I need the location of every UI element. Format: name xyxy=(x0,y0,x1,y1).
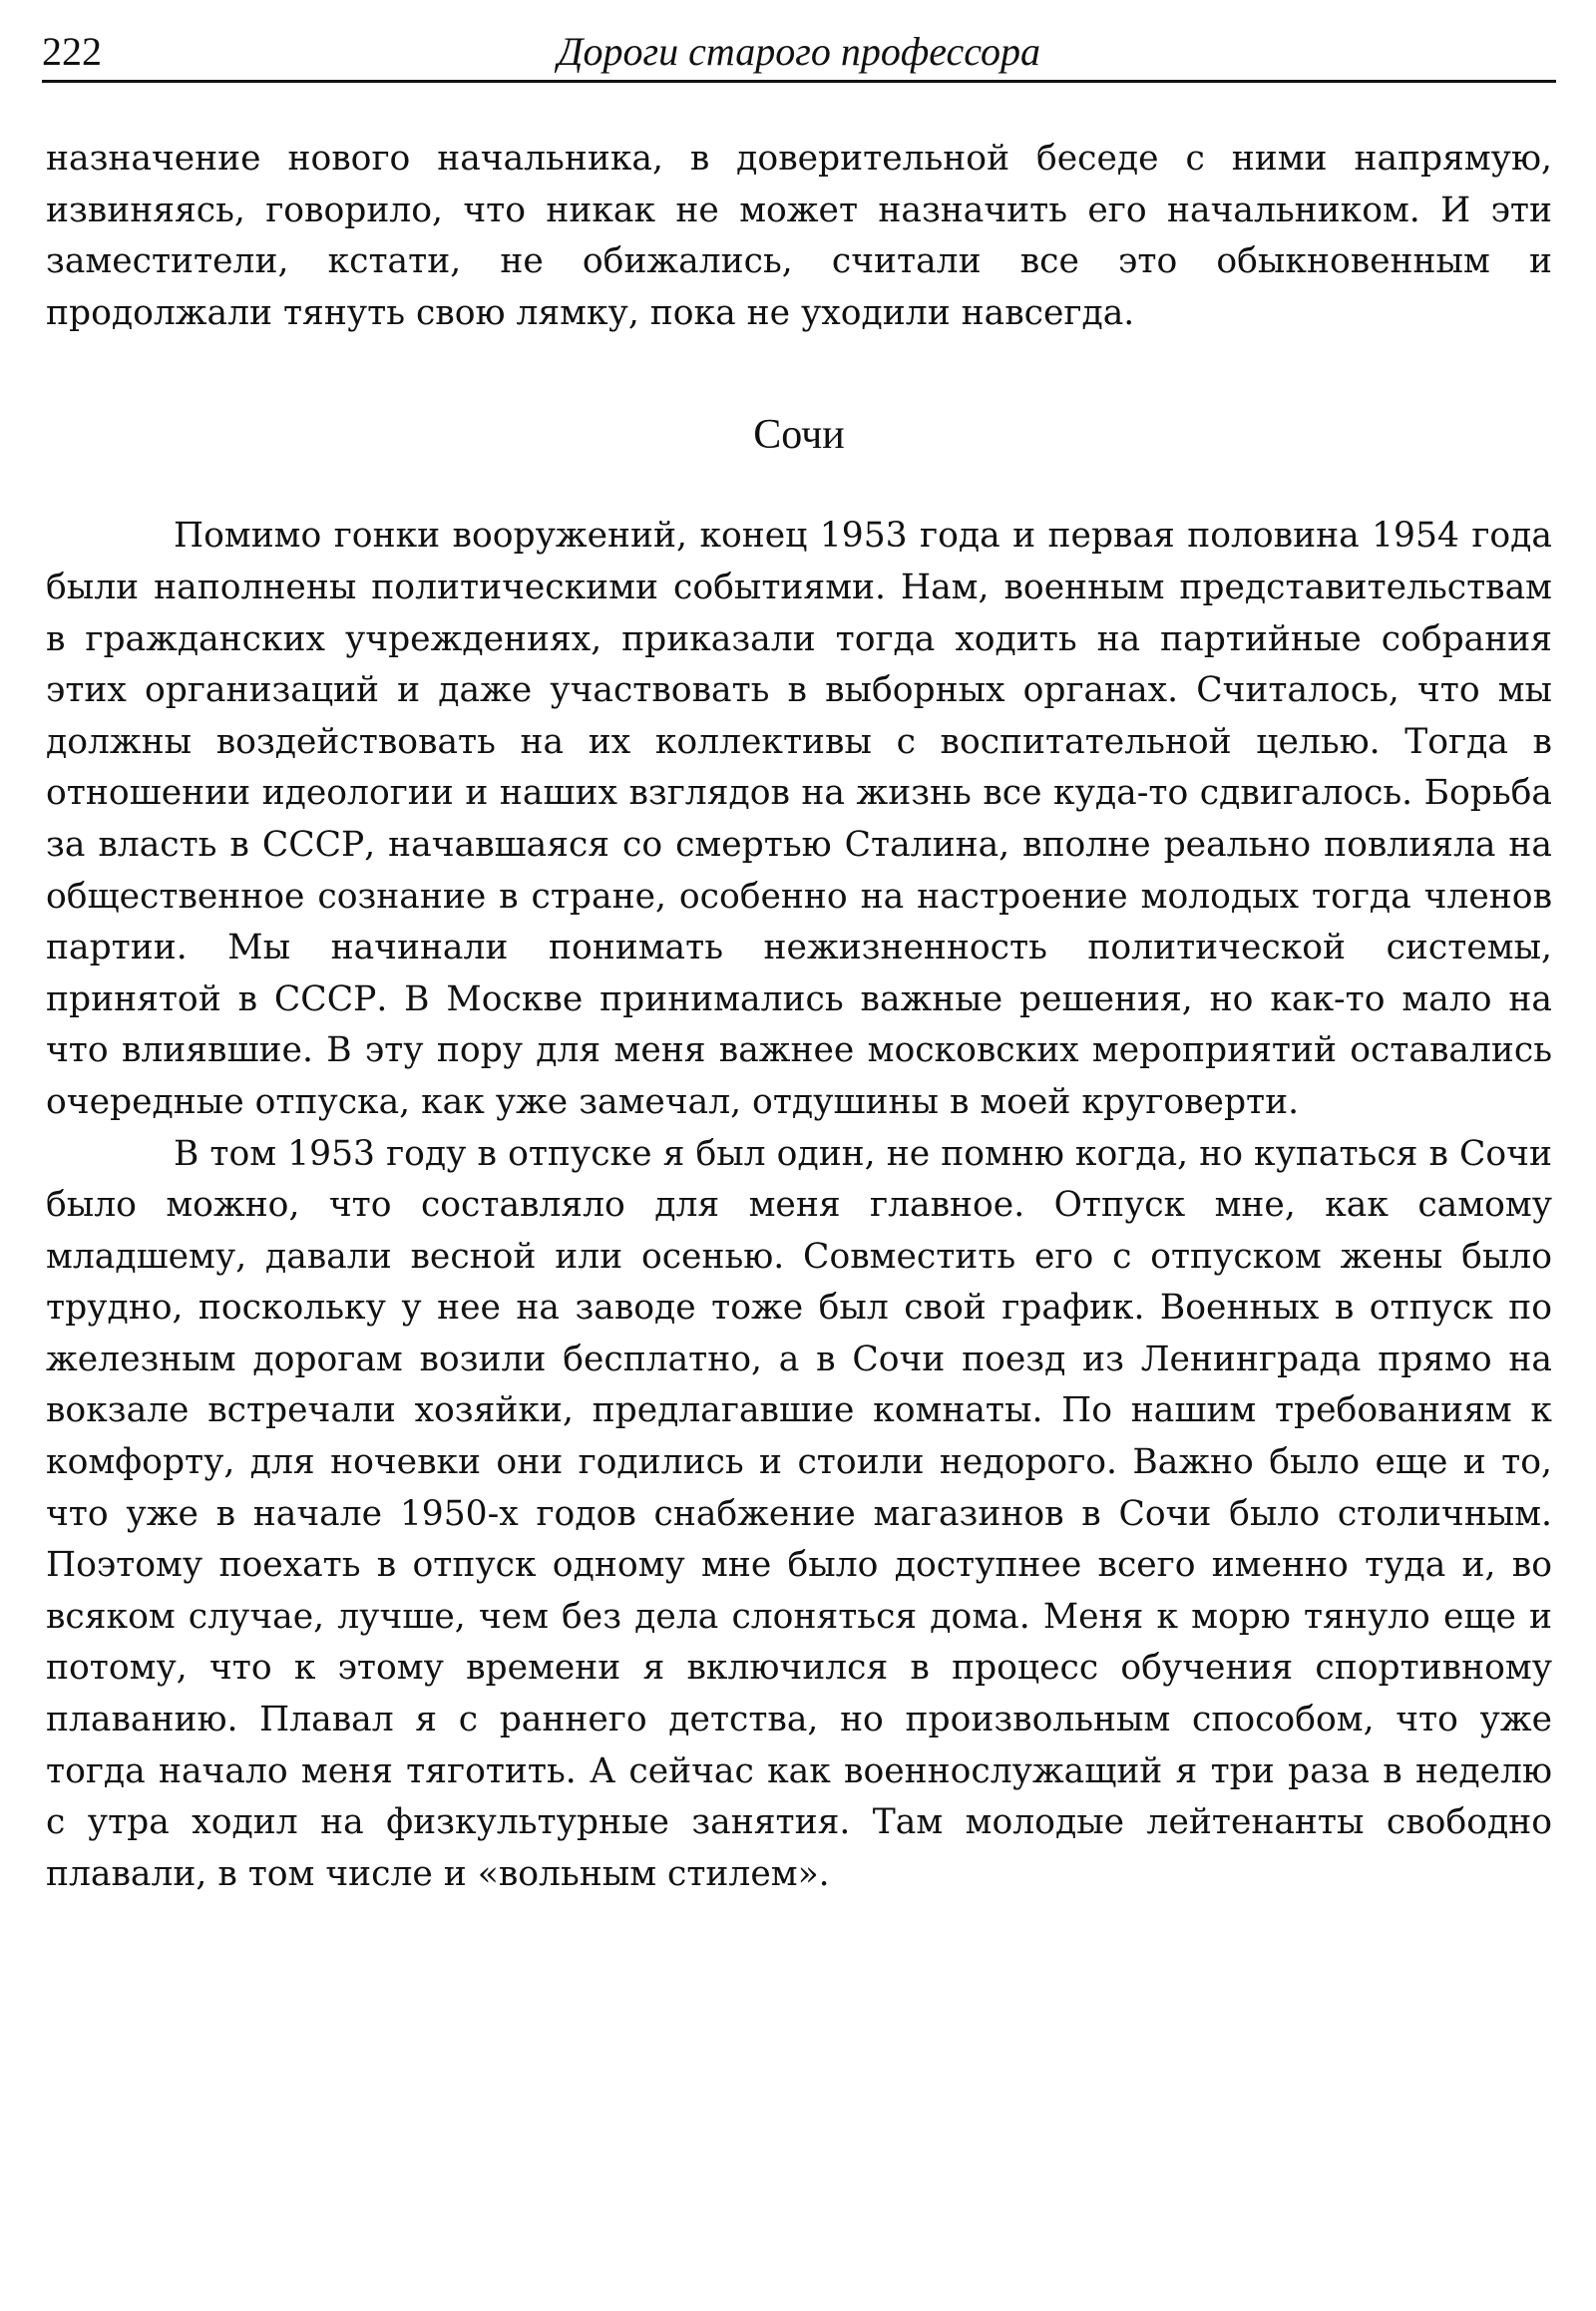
header-rule xyxy=(42,80,1556,83)
paragraph: Помимо гонки вооружений, конец 1953 года и первая половина 1954 года были наполнены политическими событиями. Нам, военным представительствам в гражданских учреждениях, приказали тогда ходить на партийные собрания этих организаций и даже участвовать в выборных органах. Считалось, что мы должны воздействовать на их коллективы с воспитательной целью. Тогда в отношении идеологии и наших взглядов на жизнь все куда-то сдвигалось. Борьба за власть в СССР, начавшаяся со смертью Сталина, вполне реально повлияла на общественное сознание в стране, особенно на настроение молодых тогда членов партии. Мы начинали понимать нежизненность политической системы, принятой в СССР. В Москве принимались важные решения, но как-то мало на что влиявшие. В эту пору для меня важнее московских мероприятий оставались очередные отпуска, как уже замечал, отдушины в моей круговерти. xyxy=(46,516,1552,1122)
section-heading: Сочи xyxy=(753,412,845,459)
page-number: 222 xyxy=(42,29,102,74)
body-text xyxy=(46,134,1552,1900)
running-title: Дороги старого профессора xyxy=(558,29,1040,74)
running-head xyxy=(42,22,1556,86)
paragraph: В том 1953 году в отпуске я был один, не помню когда, но купаться в Сочи было можно, что составляло для меня главное. Отпуск мне, как самому младшему, давали весной или осенью. Совместить его с отпуском жены было трудно, поскольку у нее на заводе тоже был свой график. Военных в отпуск по железным дорогам возили бесплатно, а в Сочи поезд из Ленинграда прямо на вокзале встречали хозяйки, предлагавшие комнаты. По нашим требованиям к комфорту, для ночевки они годились и стоили недорого. Важно было еще и то, что уже в начале 1950-х годов снабжение магазинов в Сочи было столичным. Поэтому поехать в отпуск одному мне было доступнее всего именно туда и, во всяком случае, лучше, чем без дела слоняться дома. Меня к морю тянуло еще и потому, что к этому времени я включился в процесс обучения спортивному плаванию. Плавал я с раннего детства, но произвольным способом, что уже тогда начало меня тяготить. А сейчас как военнослужащий я три раза в неделю с утра ходил на физкультурные занятия. Там молодые лейтенанты свободно плавали, в том числе и «вольным стилем». xyxy=(46,1133,1552,1894)
paragraph-continued: назначение нового начальника, в доверительной беседе с ними напрямую, извиняясь, говорило, что никак не может назначить его начальником. И эти заместители, кстати, не обижались, считали все это обыкновенным и продолжали тянуть свою лямку, пока не уходили навсегда. xyxy=(46,139,1552,333)
